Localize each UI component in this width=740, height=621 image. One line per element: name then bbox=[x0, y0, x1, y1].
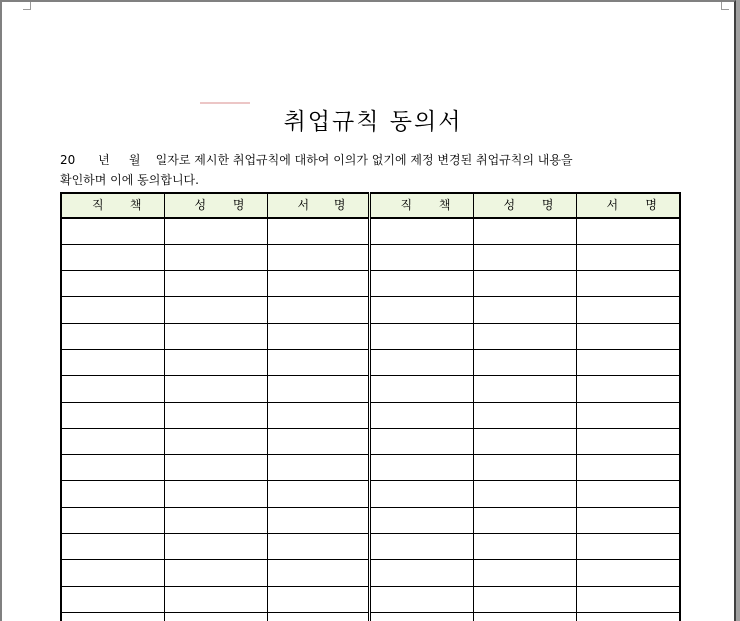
signature-cell[interactable] bbox=[369, 271, 473, 297]
signature-cell[interactable] bbox=[164, 349, 267, 375]
paragraph-line-1: 20 년 월 일자로 제시한 취업규칙에 대하여 이의가 없기에 제정 변경된 취업규칙의 내용을 bbox=[60, 153, 573, 167]
signature-cell[interactable] bbox=[267, 402, 369, 428]
header-name: 성 명 bbox=[164, 193, 267, 218]
signature-cell[interactable] bbox=[576, 507, 680, 533]
signature-cell[interactable] bbox=[576, 534, 680, 560]
signature-cell[interactable] bbox=[576, 323, 680, 349]
signature-cell[interactable] bbox=[164, 271, 267, 297]
table-row bbox=[61, 586, 680, 612]
signature-cell[interactable] bbox=[473, 560, 576, 586]
signature-cell[interactable] bbox=[61, 349, 164, 375]
signature-cell[interactable] bbox=[267, 534, 369, 560]
signature-cell[interactable] bbox=[267, 218, 369, 244]
signature-cell[interactable] bbox=[473, 586, 576, 612]
signature-cell[interactable] bbox=[473, 428, 576, 454]
table-row bbox=[61, 297, 680, 323]
signature-cell[interactable] bbox=[369, 560, 473, 586]
signature-cell[interactable] bbox=[61, 218, 164, 244]
signature-cell[interactable] bbox=[576, 560, 680, 586]
signature-cell[interactable] bbox=[267, 455, 369, 481]
signature-cell[interactable] bbox=[473, 297, 576, 323]
table-row bbox=[61, 428, 680, 454]
header-signature: 서 명 bbox=[267, 193, 369, 218]
signature-cell[interactable] bbox=[369, 297, 473, 323]
signature-cell[interactable] bbox=[369, 586, 473, 612]
signature-cell[interactable] bbox=[473, 455, 576, 481]
margin-corner-mark bbox=[721, 2, 729, 10]
signature-cell[interactable] bbox=[267, 376, 369, 402]
signature-cell[interactable] bbox=[576, 481, 680, 507]
header-position: 직 책 bbox=[369, 193, 473, 218]
header-name: 성 명 bbox=[473, 193, 576, 218]
signature-cell[interactable] bbox=[164, 297, 267, 323]
signature-cell[interactable] bbox=[61, 586, 164, 612]
signature-cell[interactable] bbox=[267, 481, 369, 507]
signature-cell[interactable] bbox=[369, 534, 473, 560]
signature-cell[interactable] bbox=[164, 507, 267, 533]
signature-cell[interactable] bbox=[61, 323, 164, 349]
signature-cell[interactable] bbox=[473, 534, 576, 560]
table-row bbox=[61, 271, 680, 297]
signature-cell[interactable] bbox=[369, 507, 473, 533]
signature-cell[interactable] bbox=[164, 218, 267, 244]
signature-cell[interactable] bbox=[61, 271, 164, 297]
table-row bbox=[61, 560, 680, 586]
signature-cell[interactable] bbox=[369, 244, 473, 270]
signature-cell[interactable] bbox=[369, 323, 473, 349]
signature-cell[interactable] bbox=[369, 376, 473, 402]
signature-cell[interactable] bbox=[267, 323, 369, 349]
signature-cell[interactable] bbox=[576, 349, 680, 375]
table-row bbox=[61, 507, 680, 533]
signature-cell[interactable] bbox=[164, 586, 267, 612]
signature-cell[interactable] bbox=[576, 297, 680, 323]
signature-cell[interactable] bbox=[164, 376, 267, 402]
signature-cell[interactable] bbox=[369, 402, 473, 428]
signature-cell[interactable] bbox=[473, 218, 576, 244]
signature-cell[interactable] bbox=[576, 271, 680, 297]
table-row bbox=[61, 534, 680, 560]
table-row bbox=[61, 455, 680, 481]
paragraph-line-2: 확인하며 이에 동의합니다. bbox=[60, 173, 199, 187]
document-title-text: 취업규칙 동의서 bbox=[283, 109, 463, 135]
signature-cell[interactable] bbox=[473, 349, 576, 375]
signature-cell[interactable] bbox=[576, 244, 680, 270]
table-row bbox=[61, 244, 680, 270]
signature-cell[interactable] bbox=[61, 428, 164, 454]
signature-cell[interactable] bbox=[267, 244, 369, 270]
signature-cell[interactable] bbox=[164, 612, 267, 621]
signature-cell[interactable] bbox=[61, 244, 164, 270]
signature-cell[interactable] bbox=[576, 455, 680, 481]
table-row bbox=[61, 612, 680, 621]
table-header-row bbox=[61, 193, 680, 218]
signature-cell[interactable] bbox=[267, 349, 369, 375]
header-signature: 서 명 bbox=[576, 193, 680, 218]
signature-cell[interactable] bbox=[164, 402, 267, 428]
signature-table bbox=[60, 192, 681, 621]
table-row bbox=[61, 323, 680, 349]
signature-cell[interactable] bbox=[164, 428, 267, 454]
table-row bbox=[61, 481, 680, 507]
signature-cell[interactable] bbox=[267, 271, 369, 297]
header-position: 직 책 bbox=[61, 193, 164, 218]
signature-cell[interactable] bbox=[61, 481, 164, 507]
signature-cell[interactable] bbox=[369, 349, 473, 375]
signature-cell[interactable] bbox=[576, 376, 680, 402]
table-row bbox=[61, 376, 680, 402]
signature-cell[interactable] bbox=[473, 244, 576, 270]
signature-cell[interactable] bbox=[61, 455, 164, 481]
signature-cell[interactable] bbox=[164, 455, 267, 481]
signature-cell[interactable] bbox=[369, 218, 473, 244]
signature-cell[interactable] bbox=[61, 560, 164, 586]
signature-cell[interactable] bbox=[61, 534, 164, 560]
signature-cell[interactable] bbox=[61, 402, 164, 428]
signature-cell[interactable] bbox=[473, 481, 576, 507]
signature-cell[interactable] bbox=[164, 244, 267, 270]
signature-cell[interactable] bbox=[473, 612, 576, 621]
signature-cell[interactable] bbox=[576, 586, 680, 612]
signature-cell[interactable] bbox=[576, 428, 680, 454]
signature-cell[interactable] bbox=[369, 455, 473, 481]
signature-cell[interactable] bbox=[164, 323, 267, 349]
signature-cell[interactable] bbox=[473, 271, 576, 297]
signature-cell[interactable] bbox=[267, 612, 369, 621]
signature-cell[interactable] bbox=[473, 323, 576, 349]
signature-cell[interactable] bbox=[369, 481, 473, 507]
signature-cell[interactable] bbox=[267, 428, 369, 454]
signature-cell[interactable] bbox=[61, 376, 164, 402]
table-row bbox=[61, 402, 680, 428]
signature-cell[interactable] bbox=[267, 297, 369, 323]
margin-corner-mark bbox=[23, 2, 31, 10]
signature-cell[interactable] bbox=[369, 428, 473, 454]
signature-cell[interactable] bbox=[576, 612, 680, 621]
signature-cell[interactable] bbox=[164, 481, 267, 507]
document-title bbox=[2, 103, 734, 136]
table-row bbox=[61, 349, 680, 375]
signature-cell[interactable] bbox=[267, 560, 369, 586]
signature-cell[interactable] bbox=[267, 586, 369, 612]
signature-cell[interactable] bbox=[61, 507, 164, 533]
signature-cell[interactable] bbox=[576, 218, 680, 244]
signature-cell[interactable] bbox=[576, 402, 680, 428]
table-row bbox=[61, 218, 680, 244]
signature-cell[interactable] bbox=[369, 612, 473, 621]
signature-cell[interactable] bbox=[473, 507, 576, 533]
signature-cell[interactable] bbox=[164, 560, 267, 586]
signature-cell[interactable] bbox=[61, 297, 164, 323]
signature-cell[interactable] bbox=[267, 507, 369, 533]
signature-cell[interactable] bbox=[473, 402, 576, 428]
signature-cell[interactable] bbox=[164, 534, 267, 560]
consent-paragraph bbox=[60, 150, 690, 190]
signature-cell[interactable] bbox=[473, 376, 576, 402]
signature-cell[interactable] bbox=[61, 612, 164, 621]
